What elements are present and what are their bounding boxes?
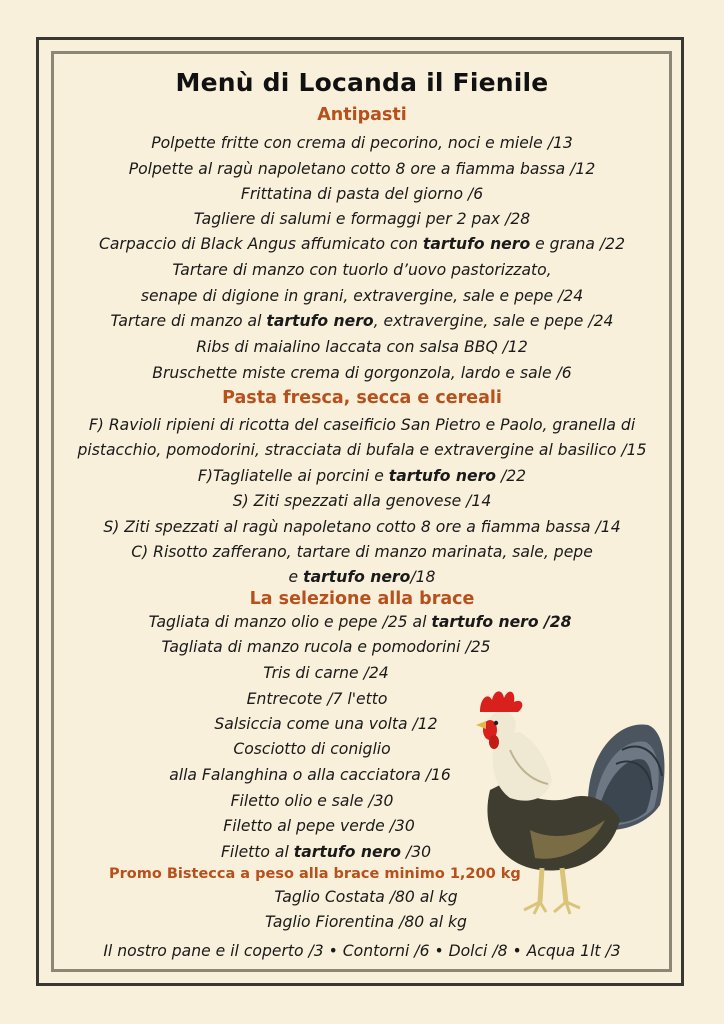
menu-item: pistacchio, pomodorini, stracciata di bufala e extravergine al basilico /15 [77, 441, 647, 459]
menu-item: Polpette al ragù napoletano cotto 8 ore a fiamma bassa /12 [128, 160, 596, 178]
section-pasta-heading: Pasta fresca, secca e cereali [222, 388, 502, 408]
menu-item: S) Ziti spezzati alla genovese /14 [232, 492, 492, 510]
section-brace-heading: La selezione alla brace [249, 589, 475, 609]
menu-item: Filetto al pepe verde /30 [223, 817, 415, 835]
menu-item: F)Tagliatelle ai porcini e tartufo nero /22 [197, 467, 527, 485]
menu-item: alla Falanghina o alla cacciatora /16 [169, 766, 451, 784]
menu-item: Tagliere di salumi e formaggi per 2 pax /28 [193, 210, 531, 228]
menu-item: Ribs di maialino laccata con salsa BBQ /12 [196, 338, 528, 356]
menu-item: Polpette fritte con crema di pecorino, noci e miele /13 [151, 134, 573, 152]
promo-heading: Promo Bistecca a peso alla brace minimo 1,200 kg [109, 866, 521, 882]
rooster-illustration-icon [470, 680, 670, 920]
menu-item: senape di digione in grani, extravergine, sale e pepe /24 [140, 287, 584, 305]
menu-item: F) Ravioli ripieni di ricotta del caseificio San Pietro e Paolo, granella di [88, 416, 636, 434]
menu-item: C) Risotto zafferano, tartare di manzo marinata, sale, pepe [131, 543, 593, 561]
menu-item: Filetto olio e sale /30 [230, 792, 394, 810]
footer-prices: Il nostro pane e il coperto /3 • Contorni /6 • Dolci /8 • Acqua 1lt /3 [103, 942, 621, 960]
menu-item: Frittatina di pasta del giorno /6 [240, 185, 484, 203]
section-antipasti-heading: Antipasti [317, 105, 407, 125]
menu-title: Menù di Locanda il Fienile [175, 68, 549, 97]
menu-item: Tartare di manzo al tartufo nero, extravergine, sale e pepe /24 [110, 312, 614, 330]
menu-item: Tartare di manzo con tuorlo d’uovo pastorizzato, [172, 261, 552, 279]
menu-item: Bruschette miste crema di gorgonzola, lardo e sale /6 [152, 364, 572, 382]
menu-item: Salsiccia come una volta /12 [214, 715, 438, 733]
menu-item: Tagliata di manzo olio e pepe /25 al tartufo nero /28 [148, 613, 572, 631]
menu-item: Filetto al tartufo nero /30 [220, 843, 432, 861]
menu-item: Taglio Fiorentina /80 al kg [265, 913, 467, 931]
menu-item: Cosciotto di coniglio [233, 740, 391, 758]
menu-item: e tartufo nero/18 [288, 568, 436, 586]
menu-item: Tris di carne /24 [263, 664, 389, 682]
menu-item: Tagliata di manzo rucola e pomodorini /25 [161, 638, 491, 656]
menu-item: Taglio Costata /80 al kg [274, 888, 458, 906]
menu-item: Carpaccio di Black Angus affumicato con tartufo nero e grana /22 [98, 235, 626, 253]
menu-item: S) Ziti spezzati al ragù napoletano cotto 8 ore a fiamma bassa /14 [103, 518, 621, 536]
menu-item: Entrecote /7 l'etto [246, 690, 388, 708]
